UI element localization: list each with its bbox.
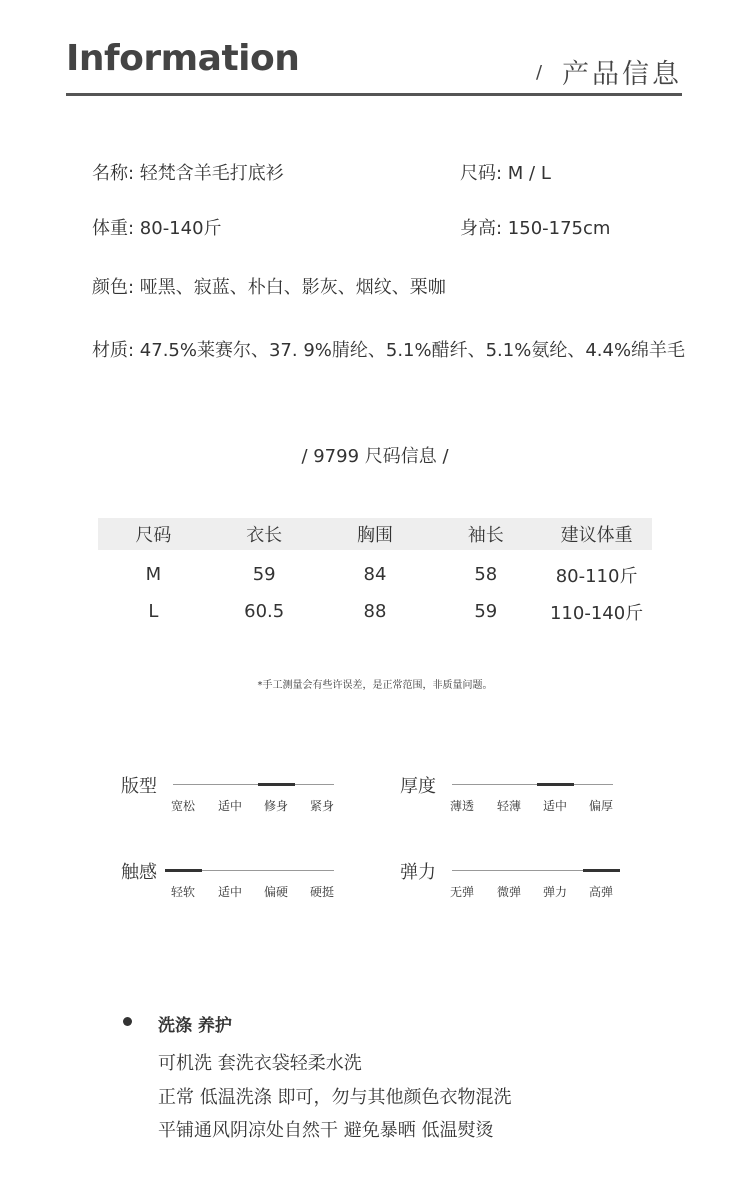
- bullet-dot: [123, 1017, 132, 1026]
- table-cell: 88: [363, 601, 387, 622]
- scale-option: 高弹: [588, 885, 613, 899]
- attr-thickness: [400, 772, 630, 822]
- measurement-footnote: *手工测量会有些许误差，是正常范围，非质量问题。: [257, 680, 493, 691]
- header-title-en: Information: [66, 38, 300, 79]
- header-title-cn: 产品信息: [562, 59, 682, 90]
- scale-option: 适中: [217, 885, 242, 899]
- table-header-cell: 建议体重: [560, 525, 633, 546]
- scale-line: [452, 784, 613, 785]
- scale-option: 薄透: [449, 799, 474, 813]
- scale-option: 适中: [542, 799, 567, 813]
- info-height: 身高: 150-175cm: [460, 218, 611, 239]
- table-header-cell: 胸围: [356, 525, 393, 546]
- info-material: 材质: 47.5%莱赛尔、37. 9%腈纶、5.1%醋纤、5.1%氨纶、4.4%绵羊毛: [92, 340, 686, 361]
- care-line: 平铺通风阴凉处自然干 避免暴晒 低温熨烫: [158, 1120, 494, 1141]
- scale-marker: [537, 783, 574, 786]
- info-size: 尺码: M / L: [460, 163, 551, 184]
- care-line: 可机洗 套洗衣袋轻柔水洗: [158, 1053, 362, 1074]
- scale-option: 弹力: [542, 885, 567, 899]
- info-colors: 颜色: 哑黑、寂蓝、朴白、影灰、烟纹、栗咖: [92, 277, 446, 298]
- scale-option: 微弹: [496, 885, 521, 899]
- attr-label: 弹力: [400, 862, 436, 883]
- care-line: 正常 低温洗涤 即可，勿与其他颜色衣物混洗: [158, 1087, 512, 1108]
- scale-option: 偏厚: [588, 799, 613, 813]
- scale-marker: [165, 869, 202, 872]
- table-cell: 84: [363, 564, 387, 585]
- table-header-cell: 袖长: [467, 525, 504, 546]
- care-title: 洗涤 养护: [158, 1016, 232, 1036]
- scale-option: 无弹: [449, 885, 474, 899]
- table-cell: 58: [474, 564, 498, 585]
- table-row: [98, 556, 652, 593]
- info-name: 名称: 轻梵含羊毛打底衫: [92, 163, 284, 184]
- table-header-cell: 尺码: [135, 525, 172, 546]
- scale-option: 轻薄: [496, 799, 521, 813]
- scale-marker: [258, 783, 295, 786]
- size-table: [98, 518, 652, 630]
- scale-option: 偏硬: [263, 885, 288, 899]
- table-cell: L: [148, 601, 159, 622]
- table-cell: M: [145, 564, 162, 585]
- attr-touch: [121, 858, 351, 908]
- table-cell: 59: [474, 601, 498, 622]
- table-cell: 80-110斤: [555, 565, 638, 587]
- table-row: [98, 593, 652, 630]
- attr-fit: [121, 772, 351, 822]
- table-cell: 60.5: [244, 601, 285, 622]
- scale-option: 宽松: [170, 799, 195, 813]
- size-table-header: [98, 518, 652, 550]
- attr-label: 版型: [121, 776, 157, 797]
- size-section-title: / 9799 尺码信息 /: [301, 446, 449, 467]
- scale-option: 修身: [263, 799, 288, 813]
- scale-line: [173, 784, 334, 785]
- scale-option: 硬挺: [309, 885, 334, 899]
- scale-option: 紧身: [309, 799, 334, 813]
- table-header-cell: 衣长: [246, 525, 283, 546]
- table-cell: 110-140斤: [549, 602, 644, 624]
- attr-elasticity: [400, 858, 630, 908]
- attr-label: 触感: [121, 862, 157, 883]
- attr-label: 厚度: [400, 776, 436, 797]
- scale-option: 适中: [217, 799, 242, 813]
- scale-marker: [583, 869, 620, 872]
- table-cell: 59: [252, 564, 276, 585]
- header-slash: /: [536, 62, 543, 83]
- scale-option: 轻软: [170, 885, 195, 899]
- header-divider: [66, 93, 682, 96]
- info-weight: 体重: 80-140斤: [92, 218, 222, 239]
